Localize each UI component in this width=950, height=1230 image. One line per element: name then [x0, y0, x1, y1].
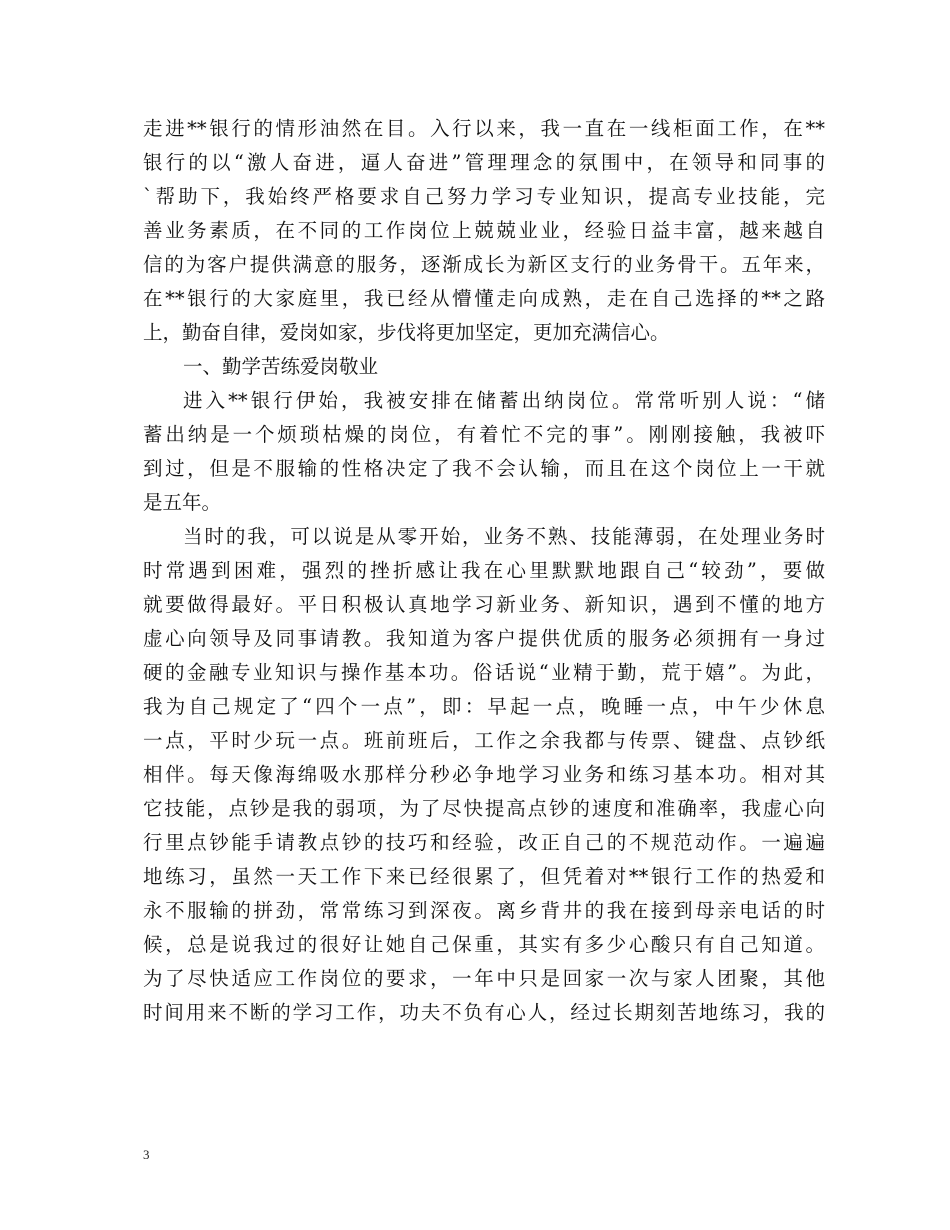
text-line: 善业务素质，在不同的工作岗位上兢兢业业，经验日益丰富，越来越自	[143, 219, 825, 242]
text-line: 我为自己规定了“四个一点”，即：早起一点，晚睡一点，中午少休息	[143, 695, 825, 718]
document-body	[143, 112, 825, 1030]
page-number: 3	[143, 1147, 150, 1162]
text-line: 当时的我，可以说是从零开始，业务不熟、技能薄弱，在处理业务时	[183, 525, 825, 548]
text-line: 进入**银行伊始，我被安排在储蓄出纳岗位。常常听别人说：“储	[183, 389, 825, 412]
text-line: 就要做得最好。平日积极认真地学习新业务、新知识，遇到不懂的地方	[143, 593, 825, 616]
text-line: `帮助下，我始终严格要求自己努力学习专业知识，提高专业技能，完	[143, 185, 825, 208]
text-line: 它技能，点钞是我的弱项，为了尽快提高点钞的速度和准确率，我虚心向	[143, 797, 825, 820]
text-line: 硬的金融专业知识与操作基本功。俗话说“业精于勤，荒于嬉”。为此，	[143, 661, 825, 684]
text-line: 银行的以“激人奋进，逼人奋进”管理理念的氛围中，在领导和同事的	[143, 151, 825, 174]
text-line: 上，勤奋自律，爱岗如家，步伐将更加坚定，更加充满信心。	[143, 321, 670, 344]
text-line: 是五年。	[143, 491, 222, 514]
text-line: 行里点钞能手请教点钞的技巧和经验，改正自己的不规范动作。一遍遍	[143, 831, 825, 854]
text-line: 蓄出纳是一个烦琐枯燥的岗位，有着忙不完的事”。刚刚接触，我被吓	[143, 423, 825, 446]
text-line: 虚心向领导及同事请教。我知道为客户提供优质的服务必须拥有一身过	[143, 627, 825, 650]
intro-paragraph	[143, 112, 825, 350]
text-line: 时常遇到困难，强烈的挫折感让我在心里默默地跟自己“较劲”，要做	[143, 559, 825, 582]
text-line: 时间用来不断的学习工作，功夫不负有心人，经过长期刻苦地练习，我的	[143, 1001, 825, 1024]
text-line: 到过，但是不服输的性格决定了我不会认输，而且在这个岗位上一干就	[143, 457, 825, 480]
section-heading: 一、勤学苦练爱岗敬业	[183, 355, 379, 378]
text-line: 地练习，虽然一天工作下来已经很累了，但凭着对**银行工作的热爱和	[143, 865, 825, 888]
text-line: 一点，平时少玩一点。班前班后，工作之余我都与传票、键盘、点钞纸	[143, 729, 825, 752]
text-line: 候，总是说我过的很好让她自己保重，其实有多少心酸只有自己知道。	[143, 933, 825, 956]
text-line: 在**银行的大家庭里，我已经从懵懂走向成熟，走在自己选择的**之路	[143, 287, 825, 310]
text-line: 走进**银行的情形油然在目。入行以来，我一直在一线柜面工作，在**	[143, 117, 825, 140]
paragraph-2	[143, 384, 825, 520]
text-line: 永不服输的拼劲，常常练习到深夜。离乡背井的我在接到母亲电话的时	[143, 899, 825, 922]
paragraph-3	[143, 520, 825, 1030]
text-line: 相伴。每天像海绵吸水那样分秒必争地学习业务和练习基本功。相对其	[143, 763, 825, 786]
text-line: 为了尽快适应工作岗位的要求，一年中只是回家一次与家人团聚，其他	[143, 967, 825, 990]
text-line: 信的为客户提供满意的服务，逐渐成长为新区支行的业务骨干。五年来，	[143, 253, 825, 276]
